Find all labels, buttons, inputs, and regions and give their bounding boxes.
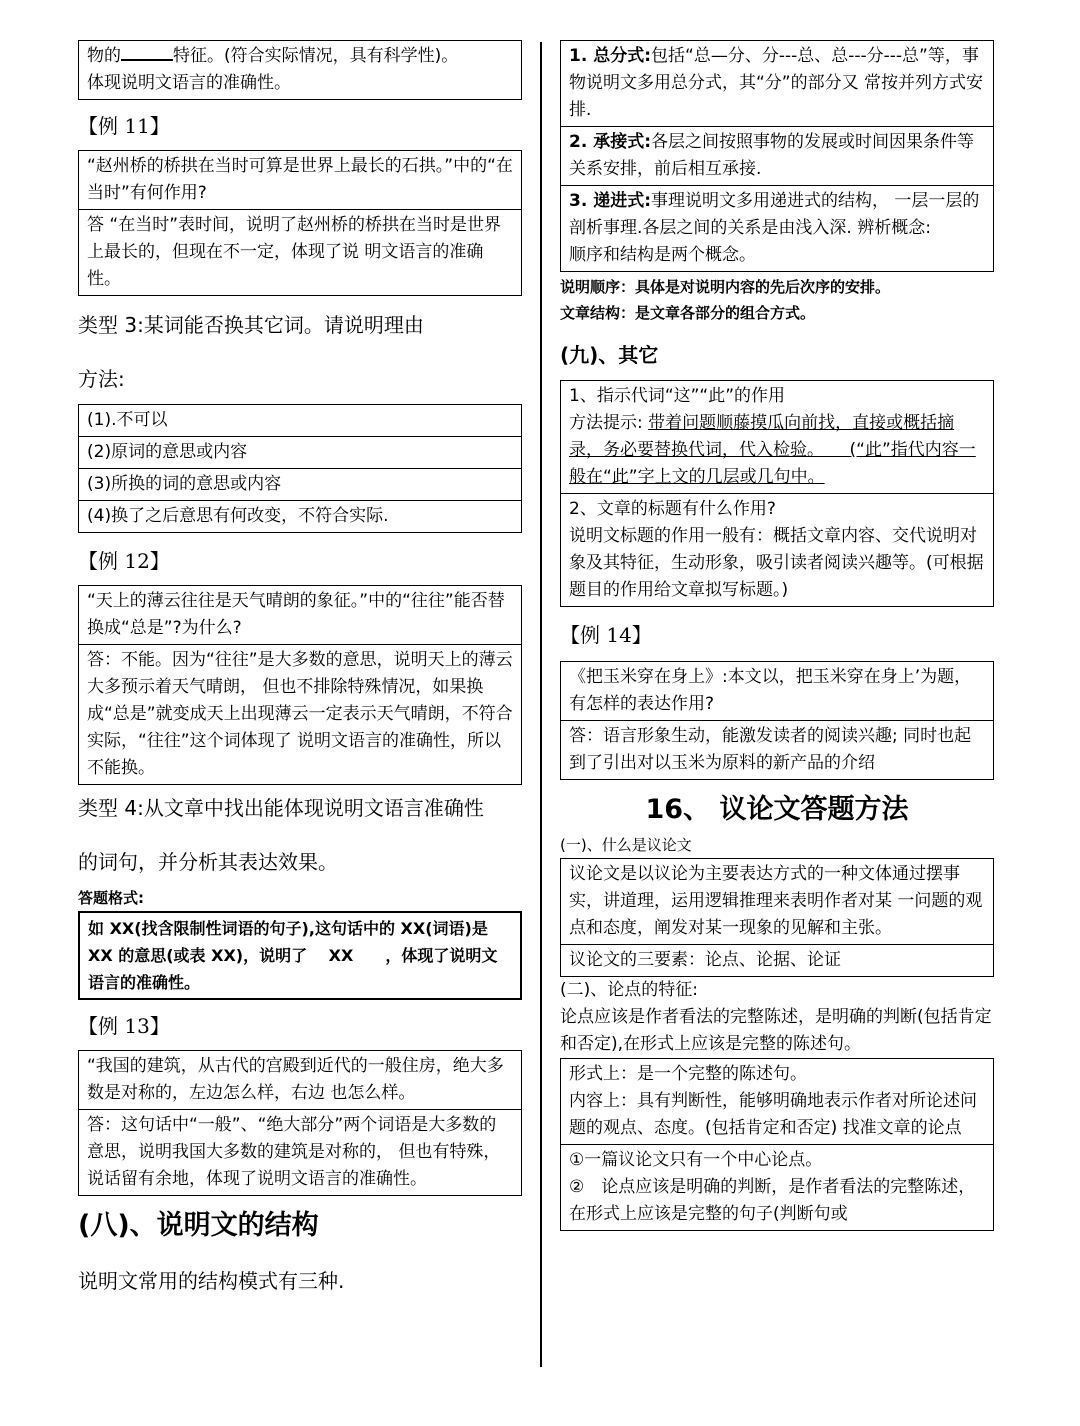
ex14-box: [560, 661, 994, 780]
type4-heading-line2: 的词句，并分析其表达效果。: [78, 850, 338, 874]
structure-text-1: 包括“总—分、分---总、总---分---总”等，事物说明文多用总分式，其“分”的部分又 常按并列方式安排.: [569, 46, 984, 120]
ex11-title: 【例 11】: [78, 114, 170, 138]
point-2: ② 论点应该是明确的判断，是作者看法的完整陈述，在形式上应该是完整的句子(判断句或: [569, 1177, 976, 1224]
three-elements: 议论文的三要素：论点、论据、论证: [569, 950, 841, 970]
structure-note: 文章结构：是文章各部分的组合方式。: [560, 304, 816, 322]
ex12-box: [78, 585, 522, 785]
structure-label-3: 3. 递进式:: [569, 191, 652, 211]
other2-text: 说明文标题的作用一般有：概括文章内容、交代说明对象及其特征，生动形象，吸引读者阅读兴趣等。(可根据题目的作用给文章拟写标题。): [569, 526, 984, 600]
method-box: [78, 404, 522, 533]
other1-title: 1、指示代词“这”“此”的作用: [569, 386, 786, 406]
intro-line2: 体现说明文语言的准确性。: [87, 73, 291, 93]
structure-label-2: 2. 承接式:: [569, 132, 652, 152]
what-text: 议论文是以议论为主要表达方式的一种文体通过摆事实，讲道理，运用逻辑推理来表明作者对某 一问题的观点和态度，阐发对某一现象的见解和主张。: [561, 859, 993, 945]
structure-row-1: [561, 41, 993, 127]
point-1: ①一篇议论文只有一个中心论点。: [569, 1150, 823, 1170]
column-divider: [540, 42, 542, 1367]
type4-heading-line1: 类型 4:从文章中找出能体现说明文语言准确性: [78, 796, 484, 820]
feature-text: 论点应该是作者看法的完整陈述，是明确的判断(包括肯定和否定),在形式上应该是完整的陈述句。: [560, 1007, 992, 1054]
ex14-answer: 答：语言形象生动，能激发读者的阅读兴趣; 同时也起到了引出对以玉米为原料的新产品的介绍: [569, 726, 972, 773]
structure-label-1: 1. 总分式:: [569, 46, 652, 66]
intro-line: [79, 41, 521, 99]
ex12-answer: 答：不能。因为“往往”是大多数的意思，说明天上的薄云大多预示着天气晴朗， 但也不排除特殊情况，如果换成“总是”就变成天上出现薄云一定表示天气晴朗，不符合实际，“往往”这个词体现了 说明文语言的准确性，所以不能换。: [87, 650, 513, 778]
format-box: 如 XX(找含限制性词语的句子),这句话中的 XX(词语)是 XX 的意思(或表 XX)，说明了 XX ，体现了说明文语言的准确性。: [78, 911, 522, 1000]
what-title: (一)、什么是议论文: [560, 836, 692, 854]
method-item-4: (4)换了之后意思有何改变，不符合实际.: [87, 506, 389, 526]
ex11-answer: 答 “在当时”表时间，说明了赵州桥的桥拱在当时是世界上最长的，但现在不一定，体现了说 明文语言的准确性。: [87, 215, 502, 289]
section8-text: 说明文常用的结构模式有三种.: [78, 1269, 345, 1293]
ex12-title: 【例 12】: [78, 549, 170, 573]
structure-box: [560, 40, 994, 272]
fill-blank: [121, 45, 173, 61]
structure-row-2: [561, 127, 993, 186]
other-box: [560, 380, 994, 607]
ex12-question: “天上的薄云往往是天气晴朗的象征。”中的“往往”能否替换成“总是”?为什么?: [79, 586, 521, 645]
type3-heading: 类型 3:某词能否换其它词。请说明理由: [78, 313, 424, 337]
section16-title: 16、 议论文答题方法: [645, 794, 909, 825]
feature-title: (二)、论点的特征:: [560, 980, 698, 1000]
feature-row-2: [561, 1145, 993, 1230]
what-box: [560, 858, 994, 977]
answer-format-label: 答题格式:: [78, 889, 144, 907]
other1-underlined: 带着问题顺藤摸瓜向前找，直接或概括摘录，务必要替换代词，代入检验。 (“此”指代内容一般在“此”字上文的几层或几句中。: [569, 413, 976, 487]
structure-row-3: [561, 186, 993, 271]
method-heading: 方法:: [78, 367, 125, 391]
ex11-question: “赵州桥的桥拱在当时可算是世界上最长的石拱。”中的“在当时”有何作用?: [79, 151, 521, 210]
ex13-answer: 答：这句话中“一般”、“绝大部分”两个词语是大多数的意思，说明我国大多数的建筑是对称的， 但也有特殊，说话留有余地，体现了说明文语言的准确性。: [87, 1115, 501, 1189]
method-item-2: (2)原词的意思或内容: [79, 437, 521, 469]
order-note: 说明顺序：具体是对说明内容的先后次序的安排。: [560, 278, 891, 296]
other2-title: 2、文章的标题有什么作用?: [569, 499, 776, 519]
ex13-title: 【例 13】: [78, 1014, 170, 1038]
other-row-2: [561, 494, 993, 606]
section9-title: (九)、其它: [560, 343, 659, 367]
method-item-3: (3)所换的词的意思或内容: [79, 469, 521, 501]
ex13-question: “我国的建筑，从古代的宫殿到近代的一般住房，绝大多数是对称的，左边怎么样，右边 也怎么样。: [79, 1051, 521, 1110]
intro-line1-pre: 物的: [87, 46, 121, 66]
ex11-box: [78, 150, 522, 296]
intro-box: [78, 40, 522, 100]
form-text: 形式上：是一个完整的陈述句。: [569, 1064, 807, 1084]
ex14-title: 【例 14】: [560, 623, 652, 647]
section8-title: (八)、说明文的结构: [78, 1210, 319, 1241]
content-text: 内容上：具有判断性，能够明确地表示作者对所论述问题的观点、态度。(包括肯定和否定) 找准文章的论点: [569, 1091, 977, 1138]
structure-text-2: 各层之间按照事物的发展或时间因果条件等关系安排，前后相互承接.: [569, 132, 975, 179]
other-row-1: [561, 381, 993, 494]
ex14-question: 《把玉米穿在身上》:本文以，把玉米穿在身上’为题，有怎样的表达作用?: [561, 662, 993, 721]
method-item-1: (1).不可以: [79, 405, 521, 437]
structure-extra-3: 顺序和结构是两个概念。: [569, 245, 756, 265]
left-column: [78, 40, 522, 1296]
structure-text-3: 事理说明文多用递进式的结构， 一层一层的剖析事理.各层之间的关系是由浅入深. 辨析概念:: [569, 191, 980, 238]
ex13-box: [78, 1050, 522, 1196]
other1-pre: 方法提示:: [569, 413, 649, 433]
feature-row-1: [561, 1059, 993, 1145]
right-column: [560, 40, 994, 1231]
intro-line1-post: 特征。(符合实际情况，具有科学性)。: [173, 46, 459, 66]
feature-box: [560, 1058, 994, 1231]
